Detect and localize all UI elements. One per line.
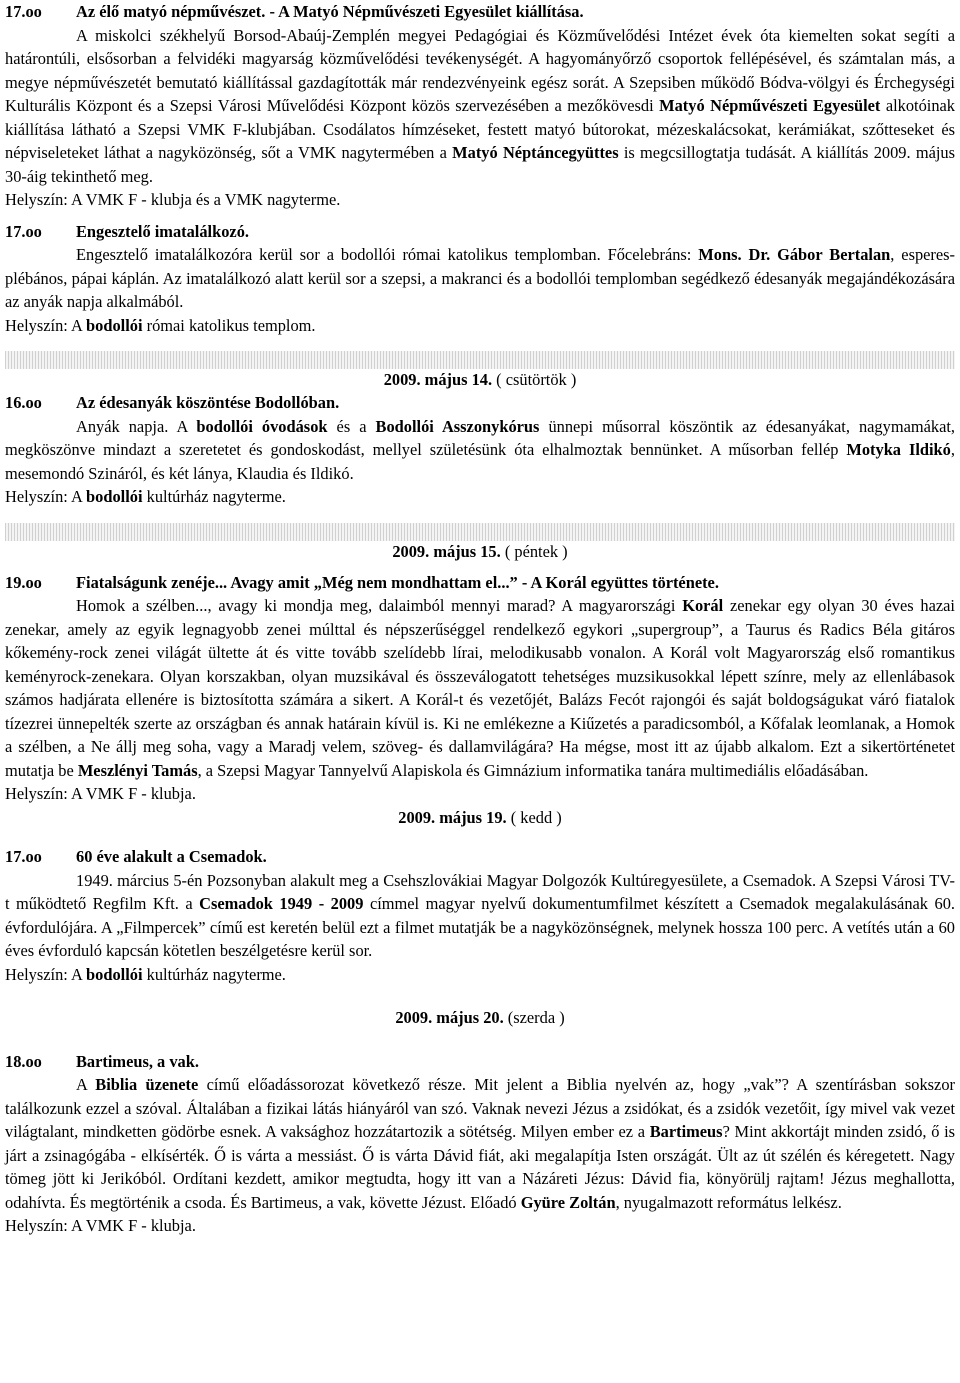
event-venue: Helyszín: A VMK F - klubja és a VMK nagyterme. [5, 190, 341, 209]
event-venue [5, 314, 955, 338]
emphasis-text: Matyó Népművészeti Egyesület [659, 96, 881, 115]
venue-prefix: Helyszín: A [5, 964, 87, 984]
event-matyo-exhibition [5, 0, 955, 212]
emphasis-text: Motyka Ildikó [846, 440, 951, 459]
venue-suffix: kultúrház nagyterme. [142, 487, 286, 506]
event-description: 1949. március 5-én Pozsonyban alakult meg a Csehszlovákiai Magyar Dolgozók Kultúregyesülete, a Csemadok. A Szepsi Városi TV-t működtető Regfilm Kft. a Csemadok 1949 - 2009 címmel magyar nyelvű dokumentumfilmet készített a Csemadok megalakulásának 60. évfordulójára. A „Filmpercek” című est keretén belül ezt a filmet mutatják be a nagyközönségnek, melynek hossza 100 perc. A vetítés után a 60 éves évforduló kapcsán kötetlen beszélgetésre kerül sor. [5, 870, 955, 960]
event-csemadok-60 [5, 845, 955, 986]
event-koral-history [5, 571, 955, 806]
event-title: Az édesanyák köszöntése Bodollóban. [76, 393, 340, 412]
venue-place: bodollói [86, 964, 143, 984]
event-description: Engesztelő imatalálkozóra kerül sor a bodollói római katolikus templomban. Főcelebráns: Mons. Dr. Gábor Bertalan, esperes-plébános, pápai káplán. Az imatalálkozó alatt kerül sor a szepsi, a makranci és a bodollói templomban segédkező édesanyák megajándékozására az anyák napja alkalmából. [5, 245, 955, 311]
event-mothers-day [5, 391, 955, 509]
event-time: 17.oo [5, 847, 42, 866]
event-prayer-meeting [5, 220, 955, 338]
emphasis-text: Meszlényi Tamás [77, 760, 198, 780]
emphasis-text: Csemadok 1949 - 2009 [199, 894, 364, 913]
emphasis-text: Mons. Dr. Gábor Bertalan [698, 245, 891, 264]
date-text: 2009. május 20. [395, 1008, 504, 1027]
date-text: 2009. május 14. [383, 370, 493, 389]
event-heading [5, 1050, 955, 1074]
event-description: Anyák napja. A bodollói óvodások és a Bodollói Asszonykórus ünnepi műsorral köszöntik az édesanyákat, nagymamákat, megköszönve mindazt a szeretetet és gondoskodást, mellyel születésünk óta elhalmoztak bennünket. A műsorban fellép Motyka Ildikó, mesemondó Szináról, és két lánya, Klaudia és Ildikó. [5, 416, 955, 483]
emphasis-text: Gyüre Zoltán [520, 1192, 616, 1212]
event-heading [5, 391, 955, 415]
event-title: Fiatalságunk zenéje... Avagy amit „Még nem mondhattam el...” - A Korál együttes története. [76, 572, 719, 592]
event-description: A miskolci székhelyű Borsod-Abaúj-Zemplén megyei Pedagógiai és Közművelődési Intézet évek óta kiemelten sokat segíti a határontúli, elsősorban a felvidéki magyarság közművelődési tevékenységét. A hagyományőrző csoportok fellépésével, és számtalan más, a megye népművészetét bemutató kiállítással gazdagították már rendezvényeink egész sorát. A Szepsiben működő Bódva-völgyi és Érchegységi Kulturális Központ és a Szepsi Városi Művelődési Központ közös szervezésében a mezőkövesdi Matyó Népművészeti Egyesület alkotóinak kiállítása látható a Szepsi VMK F-klubjában. Csodálatos hímzéseket, festett matyó bútorokat, mézeskalácsokat, kerámiákat, szőtteseket és népviseleteket láthat a nagyközönség, sőt a VMK nagytermében a Matyó Néptáncegyüttes is megcsillogtatja tudását. A kiállítás 2009. május 30-áig tekinthető meg. [5, 25, 956, 186]
event-description: A Biblia üzenete című előadássorozat következő része. Mit jelent a Biblia nyelvén az, hogy „vak”? A szentírásban sokszor találkozunk ezzel a szóval. Általában a fizikai látás hiányáról van szó. Vaknak nevezi Jézus a zsidókat, és a zsidók vezetőit, így mivel vak vezet világtalant, mindketten gödörbe esnek. A vaksághoz hozzátartozik a sötétség. Milyen ember ez a Bartimeus? Mint akkortájt minden zsidó, ő is járt a zsinagógába - elkísérték. Ő is várta a messiást. Ő is várta Dávid fiát, aki megalapítja Isten országát. Ült az út szélén és kéregetett. Nagy tömeg jött ki Jerikóból. Ordítani kezdett, amikor megtudta, hogy itt van a Názáreti Jézus: Dávid fia, könyörülj rajtam! Jézus meghallotta, odahívta. És megtörténik a csoda. És Bartimeus, a vak, követte Jézust. Előadó Gyüre Zoltán, nyugalmazott református lelkész. [5, 1075, 956, 1212]
event-title: Bartimeus, a vak. [76, 1051, 199, 1071]
event-venue: Helyszín: A VMK F - klubja. [5, 1216, 196, 1235]
emphasis-text: Korál [682, 596, 724, 615]
date-text: 2009. május 19. [398, 807, 507, 827]
weekday-text: ( csütörtök ) [496, 370, 577, 389]
event-title: 60 éve alakult a Csemadok. [76, 847, 267, 866]
emphasis-text: Bodollói Asszonykórus [375, 416, 540, 436]
weekday-text: (szerda ) [507, 1008, 565, 1027]
date-heading [5, 806, 955, 830]
emphasis-text: Matyó Néptáncegyüttes [452, 143, 619, 162]
venue-place: bodollói [86, 487, 143, 506]
event-time: 18.oo [5, 1051, 42, 1071]
venue-prefix: Helyszín: A [5, 315, 87, 335]
event-title: Engesztelő imatalálkozó. [76, 221, 249, 241]
venue-prefix: Helyszín: A [5, 487, 87, 506]
event-heading [5, 571, 955, 595]
event-heading [5, 0, 955, 24]
event-title: Az élő matyó népművészet. - A Matyó Népművészeti Egyesület kiállítása. [76, 2, 584, 21]
date-heading [5, 1006, 955, 1030]
emphasis-text: bodollói óvodások [196, 416, 328, 436]
event-time: 19.oo [5, 572, 42, 592]
weekday-text: ( kedd ) [510, 807, 562, 827]
weekday-text: ( péntek ) [504, 541, 568, 561]
date-bar [5, 351, 955, 391]
date-bar [5, 523, 955, 563]
date-text: 2009. május 15. [392, 541, 501, 561]
event-venue [5, 963, 955, 987]
event-venue: Helyszín: A VMK F - klubja. [5, 784, 196, 803]
event-description: Homok a szélben..., avagy ki mondja meg, dalaimból mennyi marad? A magyarországi Korál zenekar egy olyan 30 éves hazai zenekar, amely az egyik legnagyobb zenei múlttal és népszerűséggel rendelkező egykori „supergroup”, a Taurus és Radics Béla gitáros kőkemény-rock zenei világát ültette át és vitte tovább szelídebb lírai, melodikusabb vonalon. A Korál volt Magyarország első romantikus keményrock-zenekara. Olyan korszakban, olyan muzsikával és összeválogatott tehetséges muzsikusokkal lépett színre, mely az ellenlábasok számos hadjárata ellenére is biztosította számára a sikert. A Korál-t és vezetőjét, Balázs Fecót rajongói és saját boldogságukat váró fiatalok tízezrei ünnepelték szerte az országban és annak határain kívül is. Ki ne emlékezne a Kiűzetés a paradicsomból, a Kőfalak leomlanak, a Homok a szélben, a Ne állj meg soha, vagy a Maradj velem, szöveg- és dallamvilágára? Ha mégse, most itt az újabb alkalom. Ezt a sikertörténetet mutatja be Meszlényi Tamás, a Szepsi Magyar Tannyelvű Alapiskola és Gimnázium informatika tanára multimediális előadásában. [5, 596, 955, 780]
emphasis-text: Biblia üzenete [95, 1075, 199, 1094]
event-time: 17.oo [5, 221, 42, 241]
date-heading [5, 541, 955, 563]
event-bartimeus [5, 1050, 955, 1238]
event-time: 16.oo [5, 393, 42, 412]
event-heading [5, 845, 955, 869]
event-heading [5, 220, 955, 244]
date-heading [5, 369, 955, 391]
venue-place: bodollói [86, 315, 143, 335]
emphasis-text: Bartimeus [649, 1122, 723, 1141]
venue-suffix: római katolikus templom. [142, 315, 316, 335]
event-time: 17.oo [5, 2, 42, 21]
event-venue [5, 485, 955, 509]
venue-suffix: kultúrház nagyterme. [142, 964, 286, 984]
